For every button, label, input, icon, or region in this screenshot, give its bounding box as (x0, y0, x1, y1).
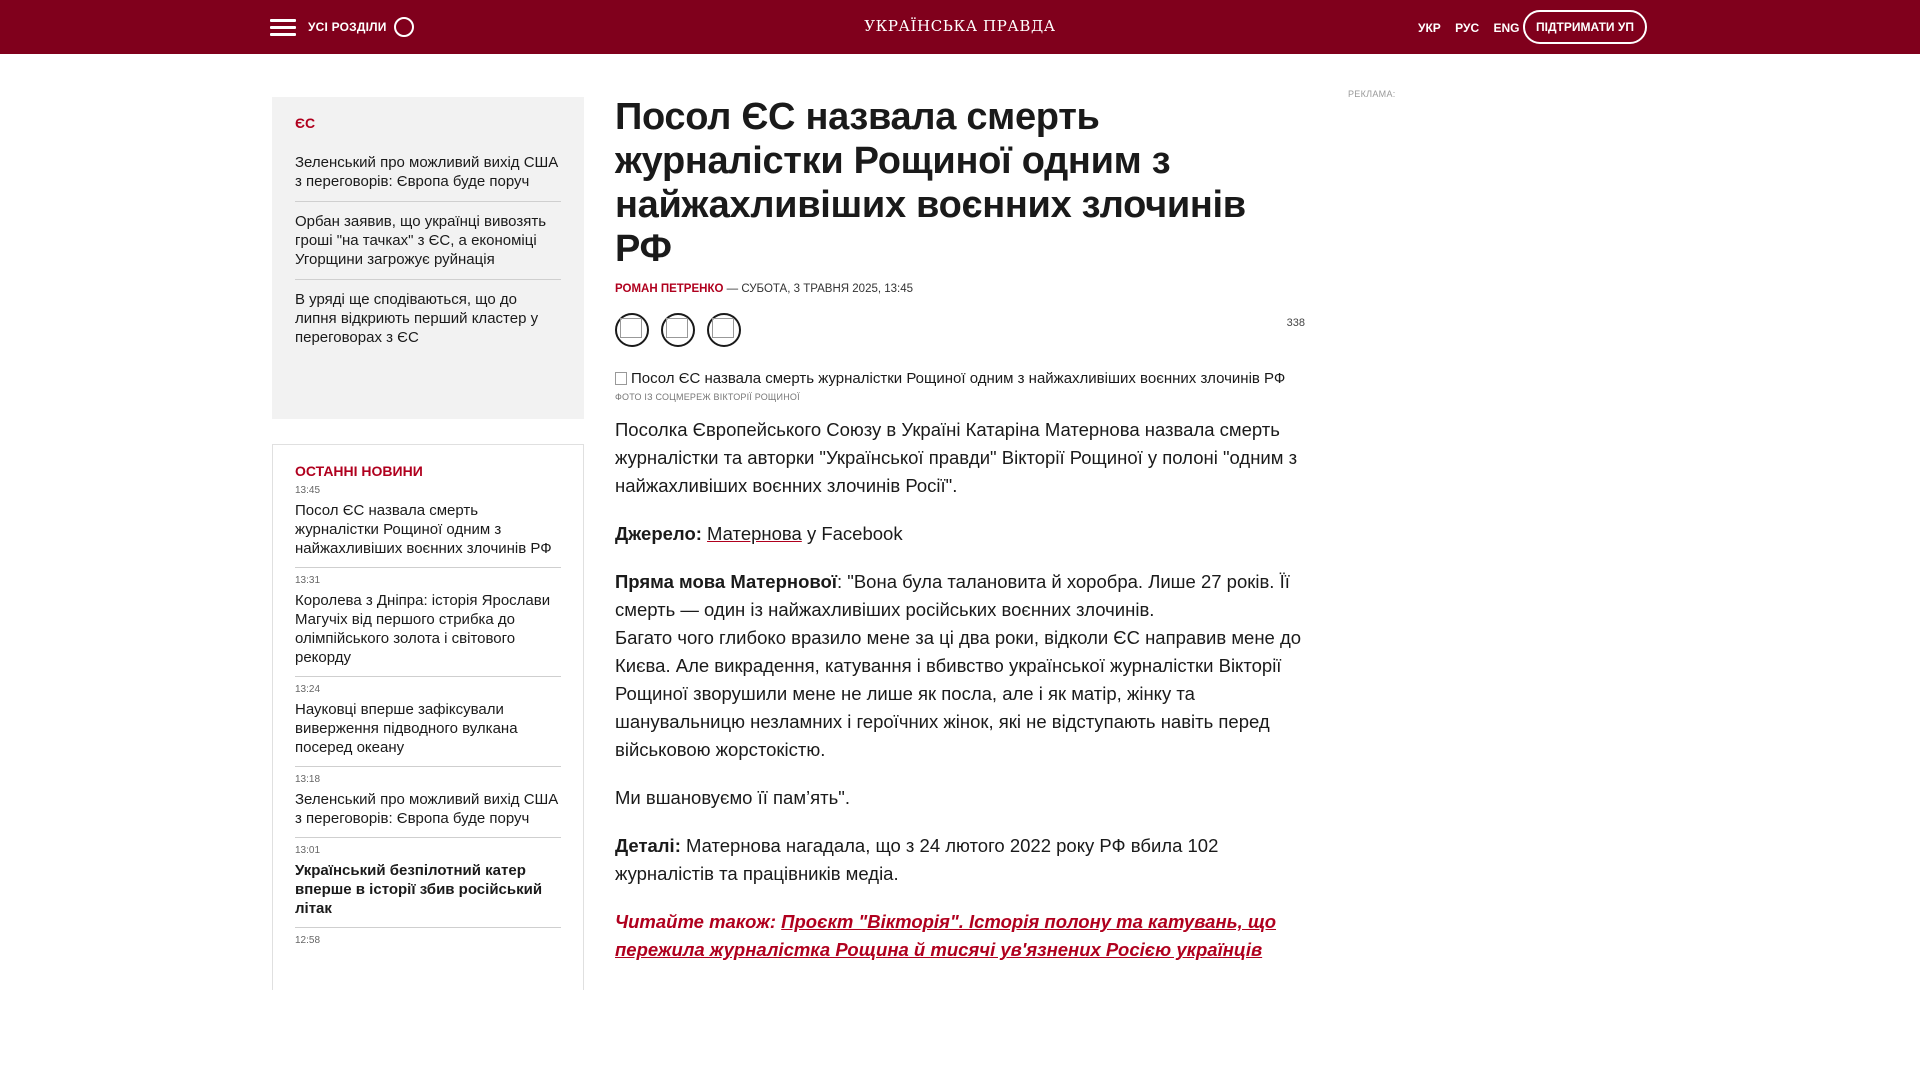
source-rest: у Facebook (801, 523, 903, 544)
byline-separator: — (726, 283, 742, 295)
news-item[interactable] (295, 845, 561, 928)
author-link[interactable]: РОМАН ПЕТРЕНКО (615, 283, 724, 295)
quote-paragraph (615, 568, 1305, 764)
top-navigation-bar (0, 0, 1920, 54)
support-button[interactable]: ПІДТРИМАТИ УП (1523, 10, 1647, 44)
lang-rus[interactable]: РУС (1455, 21, 1480, 35)
article-photo (615, 371, 1305, 387)
telegram-share-icon[interactable] (707, 313, 741, 347)
news-item[interactable] (295, 774, 561, 838)
read-also-link[interactable]: Проєкт "Вікторія". Історія полону та катувань, що пережила журналістка Рощина й тисячі ув'язнених Росією українців (615, 911, 1277, 960)
source-paragraph (615, 520, 1305, 548)
read-also-paragraph (615, 908, 1305, 964)
news-item[interactable] (295, 575, 561, 677)
twitter-share-icon[interactable] (661, 313, 695, 347)
share-bar (615, 313, 1305, 349)
quote-text: Багато чого глибоко вразило мене за ці два роки, відколи ЄС направив мене до Києва. Але викрадення, катування і вбивство української журналістки Вікторії Рощиної зворушили мене не лише як посла, але і як матір, жінку та шанувальницю незламних і героїчних жінок, які не відступають навіть перед військовою жорстокістю. (615, 627, 1302, 760)
news-time: 13:31 (295, 575, 321, 586)
tag-title[interactable]: ЄС (295, 115, 316, 131)
article-byline (615, 283, 1305, 295)
tag-related-news (272, 97, 584, 419)
quote-text: : "Вона була талановита й хоробра. Лише 27 років. Її смерть — один із найжахливіших російських воєнних злочинів. (615, 571, 1290, 620)
latest-news-feed (272, 444, 584, 990)
source-label: Джерело: (615, 523, 702, 544)
source-link[interactable]: Матернова (707, 523, 802, 544)
quote-label: Пряма мова Матернової (615, 571, 837, 592)
site-logo[interactable]: УКРАЇНСЬКА ПРАВДА (864, 17, 1056, 35)
tag-news-item[interactable]: Орбан заявив, що українці вивозять гроші "на тачках" з ЄС, а економіці Угорщини загрожує руйнація (295, 202, 561, 280)
article-date: СУБОТА, 3 ТРАВНЯ 2025, 13:45 (741, 283, 914, 295)
photo-caption: ФОТО ІЗ СОЦМЕРЕЖ ВІКТОРІЇ РОЩИНОЇ (615, 392, 800, 402)
page-bottom-fade (0, 992, 1920, 1080)
language-switcher (1418, 21, 1530, 35)
details-text: Матернова нагадала, що з 24 лютого 2022 року РФ вбила 102 журналістів та працівників медіа. (615, 835, 1219, 884)
news-headline[interactable]: Зеленський про можливий вихід США з переговорів: Європа буде поруч (295, 791, 559, 827)
news-item[interactable] (295, 684, 561, 767)
article-body (615, 416, 1305, 964)
all-sections-link[interactable]: УСІ РОЗДІЛИ (308, 20, 387, 34)
news-time: 13:01 (295, 845, 321, 856)
latest-news-title[interactable]: ОСТАННІ НОВИНИ (295, 463, 423, 479)
news-item[interactable] (295, 935, 561, 960)
lang-ukr[interactable]: УКР (1418, 21, 1441, 35)
views-count: 338 (1286, 317, 1305, 329)
news-time: 12:58 (295, 935, 321, 946)
news-item[interactable] (295, 485, 561, 568)
ad-label: РЕКЛАМА: (1348, 89, 1396, 99)
news-headline[interactable]: Український безпілотний катер вперше в історії збив російський літак (295, 862, 543, 917)
article-headline: Посол ЄС назвала смерть журналістки Рощиної одним з найжахливіших воєнних злочинів РФ (615, 96, 1246, 270)
quote-ending: Ми вшановуємо її пам’ять". (615, 787, 850, 808)
article-lead: Посолка Європейського Союзу в Україні Катаріна Матернова назвала смерть журналістки та авторки "Української правди" Вікторії Рощиної у полоні "одним з найжахливіших воєнних злочинів Росії". (615, 419, 1298, 496)
tag-news-item[interactable]: В уряді ще сподіваються, що до липня відкриють перший кластер у переговорах з ЄС (295, 291, 539, 346)
photo-alt-text: Посол ЄС назвала смерть журналістки Рощиної одним з найжахливіших воєнних злочинів РФ (631, 370, 1286, 387)
lang-eng[interactable]: ENG (1493, 21, 1520, 35)
details-paragraph (615, 832, 1305, 888)
news-headline[interactable]: Посол ЄС назвала смерть журналістки Рощиної одним з найжахливіших воєнних злочинів РФ (295, 502, 552, 557)
facebook-share-icon[interactable] (615, 313, 649, 347)
read-also-label: Читайте також: (615, 911, 777, 932)
news-time: 13:18 (295, 774, 321, 785)
news-time: 13:45 (295, 485, 321, 496)
tag-news-item[interactable]: Зеленський про можливий вихід США з переговорів: Європа буде поруч (295, 143, 561, 202)
news-time: 13:24 (295, 684, 321, 695)
broken-image-icon (615, 372, 627, 385)
news-headline[interactable]: Науковці вперше зафіксували виверження підводного вулкана посеред океану (295, 701, 518, 756)
details-label: Деталі: (615, 835, 681, 856)
news-headline[interactable]: Королева з Дніпра: історія Ярослави Магучіх від першого стрибка до олімпійського золота і світового рекорду (295, 592, 551, 666)
article (615, 95, 1305, 984)
